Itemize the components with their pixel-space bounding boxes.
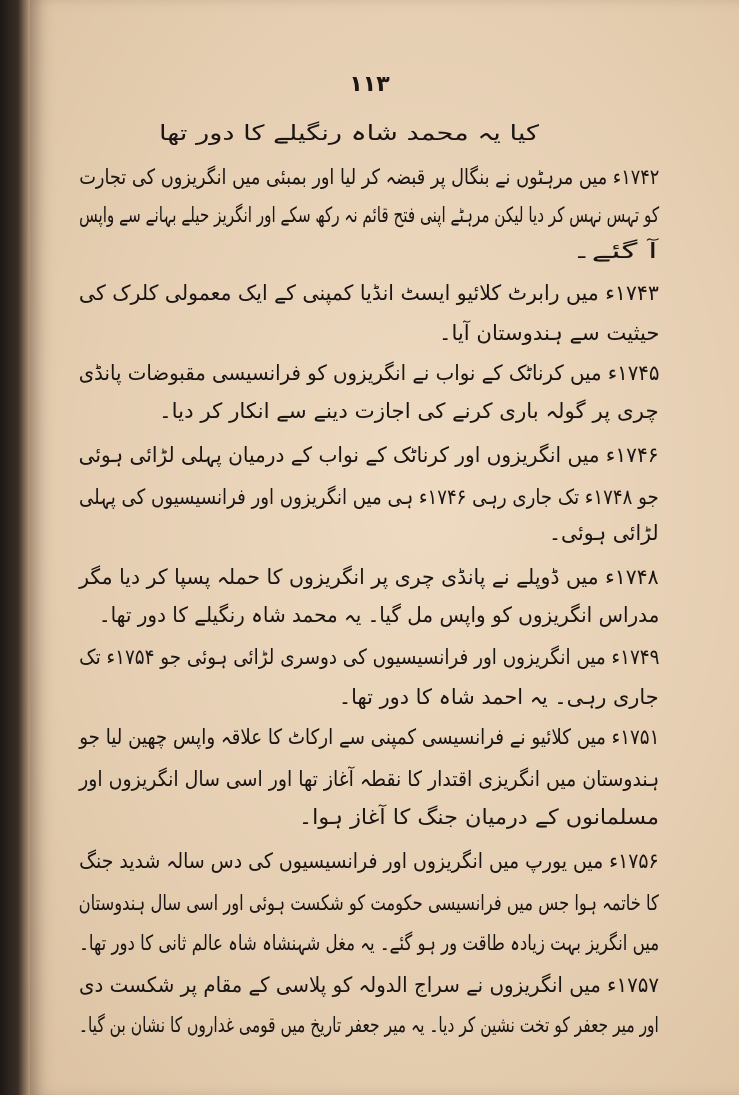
text-line: ۱۷۴۶ء میں انگریزوں اور کرناٹک کے نواب کے درمیان پہلی لڑائی ہوئی xyxy=(79,443,659,467)
text-line: کا خاتمہ ہوا جس میں فرانسیسی حکومت کو شکست ہوئی اور اسی سال ہندوستان xyxy=(78,891,659,915)
text-line: ۱۷۴۵ء میں کرناٹک کے نواب نے انگریزوں کو فرانسیسی مقبوضات پانڈی xyxy=(78,361,659,385)
text-line: مسلمانوں کے درمیان جنگ کا آغاز ہوا۔ xyxy=(299,805,659,829)
text-line: میں انگریز بہت زیادہ طاقت ور ہو گئے۔ یہ مغل شہنشاہ شاہ عالم ثانی کا دور تھا۔ xyxy=(78,931,659,955)
text-line: مدراس انگریزوں کو واپس مل گیا۔ یہ محمد شاہ رنگیلے کا دور تھا۔ xyxy=(98,603,659,627)
text-line: ۱۷۵۷ء میں انگریزوں نے سراج الدولہ کو پلاسی کے مقام پر شکست دی xyxy=(79,973,659,997)
text-line: ۱۷۴۲ء میں مرہٹوں نے بنگال پر قبضہ کر لیا اور بمبئی میں انگریزوں کی تجارت xyxy=(78,165,659,189)
text-line: ۱۷۴۹ء میں انگریزوں اور فرانسیسیوں کی دوسری لڑائی ہوئی جو ۱۷۵۴ء تک xyxy=(78,645,659,669)
text-line: ۱۷۴۳ء میں رابرٹ کلائیو ایسٹ انڈیا کمپنی کے ایک معمولی کلرک کی xyxy=(78,281,659,305)
text-line: لڑائی ہوئی۔ xyxy=(549,521,659,545)
page-number: ۱۱۳ xyxy=(349,72,390,97)
text-line: جو ۱۷۴۸ء تک جاری رہی ۱۷۴۶ء ہی میں انگریزوں اور فرانسیسیوں کی پہلی xyxy=(79,485,659,509)
text-line: ہندوستان میں انگریزی اقتدار کا نقطہ آغاز تھا اور اسی سال انگریزوں اور xyxy=(79,767,659,791)
text-line: جاری رہی۔ یہ احمد شاہ کا دور تھا۔ xyxy=(339,685,659,709)
text-line: آ گئے۔ xyxy=(571,239,657,263)
text-line: ۱۷۴۸ء میں ڈوپلے نے پانڈی چری پر انگریزوں کا حملہ پسپا کر دیا مگر xyxy=(79,565,659,589)
text-line: حیثیت سے ہندوستان آیا۔ xyxy=(438,321,659,345)
text-line: چری پر گولہ باری کرنے کی اجازت دینے سے انکار کر دیا۔ xyxy=(159,399,659,423)
text-line: اور میر جعفر کو تخت نشین کر دیا۔ یہ میر جعفر تاریخ میں قومی غداروں کا نشان بن گیا۔ xyxy=(78,1013,659,1037)
text-line: ۱۷۵۱ء میں کلائیو نے فرانسیسی کمپنی سے ارکاٹ کا علاقہ واپس چھین لیا جو xyxy=(78,725,659,749)
text-line: ۱۷۵۶ء میں یورپ میں انگریزوں اور فرانسیسیوں کی دس سالہ شدید جنگ xyxy=(79,849,659,873)
text-line: کو تہس نہس کر دیا لیکن مرہٹے اپنی فتح قائم نہ رکھ سکے اور انگریز حیلے بہانے سے واپس xyxy=(79,203,659,227)
text-line: کیا یہ محمد شاہ رنگیلے کا دور تھا xyxy=(158,121,539,145)
